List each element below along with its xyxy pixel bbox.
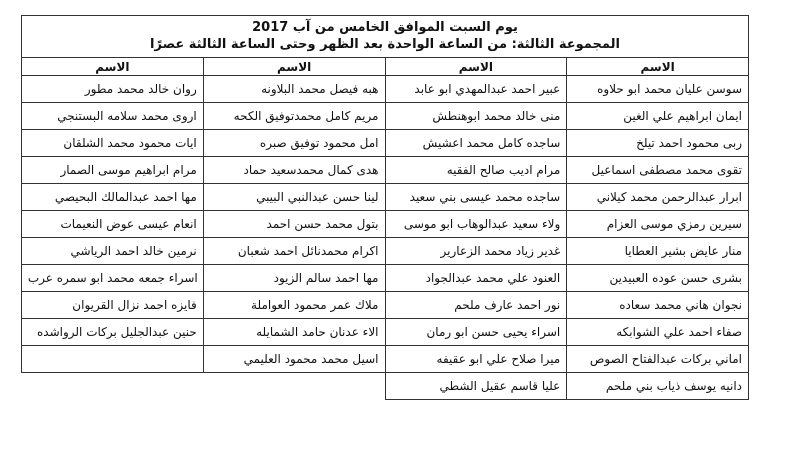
table-row (22, 265, 749, 292)
empty-cell (22, 346, 204, 373)
name-cell: اكرام محمدنائل احمد شعبان (203, 238, 385, 265)
column-header: الاسم (203, 58, 385, 76)
column-header: الاسم (385, 58, 567, 76)
sheet-date-title: يوم السبت الموافق الخامس من آب 2017 (252, 20, 518, 35)
name-cell: ولاء سعيد عبدالوهاب ابو موسى (385, 211, 567, 238)
name-cell: نجوان هاني محمد سعاده (567, 292, 749, 319)
name-cell: عليا قاسم عقيل الشطي (385, 373, 567, 400)
sheet-header (21, 15, 749, 57)
name-cell: ساجده محمد عيسى بني سعيد (385, 184, 567, 211)
table-row (22, 292, 749, 319)
sheet-group-title: المجموعة الثالثة: من الساعة الواحدة بعد الظهر وحتى الساعة الثالثة عصرًا (150, 37, 620, 52)
name-cell: هبه فيصل محمد البلاونه (203, 76, 385, 103)
name-cell: منار عايض بشير العطايا (567, 238, 749, 265)
name-cell: اروى محمد سلامه البستنجي (22, 103, 204, 130)
table-row (22, 346, 749, 373)
name-cell: روان خالد محمد مطور (22, 76, 204, 103)
table-row (22, 157, 749, 184)
name-cell: انعام عيسى عوض النعيمات (22, 211, 204, 238)
empty-space (203, 373, 385, 400)
name-cell: اسراء يحيى حسن ابو رمان (385, 319, 567, 346)
column-header: الاسم (567, 58, 749, 76)
name-cell: لينا حسن عبدالنبي البيبي (203, 184, 385, 211)
name-cell: نور احمد عارف ملحم (385, 292, 567, 319)
name-cell: اماني بركات عبدالفتاح الصوص (567, 346, 749, 373)
names-table-body (22, 76, 749, 400)
name-cell: دانيه يوسف ذياب بني ملحم (567, 373, 749, 400)
column-header: الاسم (22, 58, 204, 76)
name-cell: منى خالد محمد ابوهنطش (385, 103, 567, 130)
name-cell: فايزه احمد نزال القريوان (22, 292, 204, 319)
name-cell: هدى كمال محمدسعيد حماد (203, 157, 385, 184)
name-cell: امل محمود توفيق صبره (203, 130, 385, 157)
table-header-row (22, 58, 749, 76)
name-cell: مها احمد سالم الزيود (203, 265, 385, 292)
name-cell: صفاء احمد علي الشوابكه (567, 319, 749, 346)
name-cell: بشرى حسن عوده العبيدين (567, 265, 749, 292)
name-cell: ملاك عمر محمود العواملة (203, 292, 385, 319)
name-cell: ايات محمود محمد الشلقان (22, 130, 204, 157)
name-cell: ساجده كامل محمد اعشيش (385, 130, 567, 157)
name-cell: مرام ابراهيم موسى الصمار (22, 157, 204, 184)
name-cell: ميرا صلاح علي ابو عقيفه (385, 346, 567, 373)
name-cell: نرمين خالد احمد الرياشي (22, 238, 204, 265)
table-row (22, 211, 749, 238)
name-cell: غدير زياد محمد الزعارير (385, 238, 567, 265)
attendance-sheet (21, 15, 749, 400)
name-cell: اسيل محمد محمود العليمي (203, 346, 385, 373)
table-row (22, 373, 749, 400)
names-table (21, 57, 749, 400)
name-cell: ابرار عبدالرحمن محمد كيلاني (567, 184, 749, 211)
table-row (22, 319, 749, 346)
table-row (22, 103, 749, 130)
table-row (22, 76, 749, 103)
name-cell: ايمان ابراهيم علي الغين (567, 103, 749, 130)
empty-space (22, 373, 204, 400)
table-row (22, 130, 749, 157)
name-cell: بتول محمد حسن احمد (203, 211, 385, 238)
table-row (22, 238, 749, 265)
name-cell: ربى محمود احمد تيلخ (567, 130, 749, 157)
name-cell: عبير احمد عبدالمهدي ابو عابد (385, 76, 567, 103)
name-cell: سوسن عليان محمد ابو حلاوه (567, 76, 749, 103)
name-cell: مها احمد عبدالمالك البحيصي (22, 184, 204, 211)
name-cell: مرام اديب صالح الفقيه (385, 157, 567, 184)
name-cell: اسراء جمعه محمد ابو سمره عرب (22, 265, 204, 292)
table-row (22, 184, 749, 211)
name-cell: سيرين رمزي موسى العزام (567, 211, 749, 238)
name-cell: مريم كامل محمدتوفيق الكحه (203, 103, 385, 130)
name-cell: العنود علي محمد عبدالجواد (385, 265, 567, 292)
name-cell: حنين عبدالجليل بركات الرواشده (22, 319, 204, 346)
name-cell: تقوى محمد مصطفى اسماعيل (567, 157, 749, 184)
name-cell: الاء عدنان حامد الشمايله (203, 319, 385, 346)
